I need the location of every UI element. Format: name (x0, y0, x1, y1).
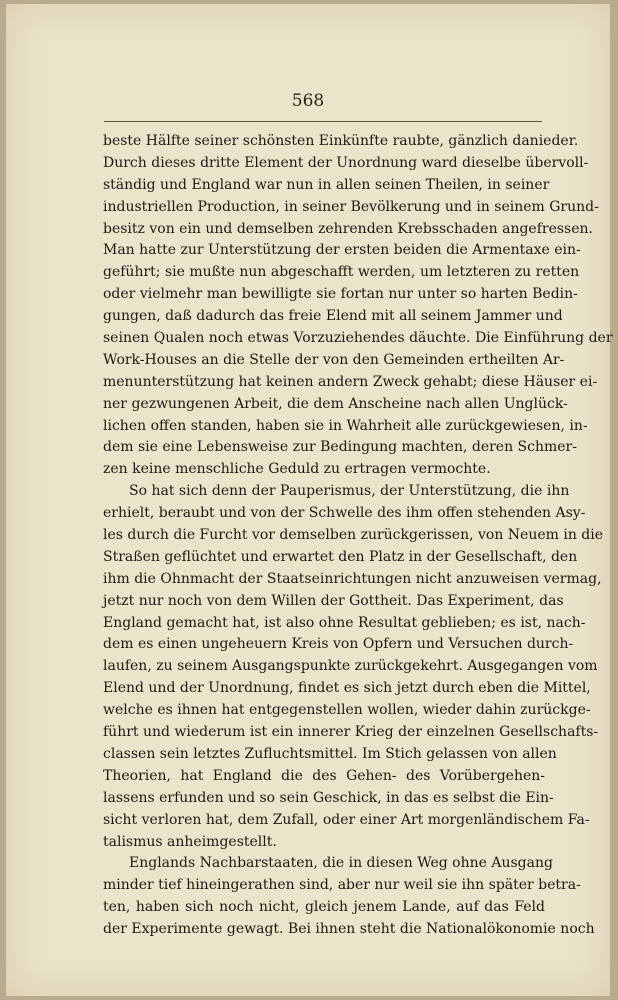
text-line: England gemacht hat, ist also ohne Resultat geblieben; es ist, nach- (103, 614, 586, 631)
text-line: Work-Houses an die Stelle der von den Gemeinden ertheilten Ar- (103, 351, 565, 368)
text-line: gungen, daß dadurch das freie Elend mit all seinem Jammer und (103, 308, 563, 325)
text-line: besitz von ein und demselben zehrenden Krebsschaden angefressen. (103, 220, 593, 237)
text-line: lichen offen standen, haben sie in Wahrheit alle zurückgewiesen, in- (103, 417, 588, 434)
text-line: ständig und England war nun in allen seinen Theilen, in seiner (103, 176, 550, 193)
text-line: les durch die Furcht vor demselben zurückgerissen, von Neuem in die (103, 527, 604, 544)
text-line: Englands Nachbarstaaten, die in diesen Weg ohne Ausgang (129, 855, 553, 872)
text-line: ihm die Ohnmacht der Staatseinrichtungen nicht anzuweisen vermag, (103, 570, 602, 587)
text-line: geführt; sie mußte nun abgeschafft werden, um letzteren zu retten (103, 264, 580, 281)
page-number: 568 (291, 91, 325, 111)
text-line: sicht verloren hat, dem Zufall, oder einer Art morgenländischem Fa- (103, 811, 590, 828)
header-rule (104, 121, 542, 122)
text-line: welche es ihnen hat entgegenstellen wollen, wieder dahin zurückge- (103, 702, 591, 719)
text-line: Straßen geflüchtet und erwartet den Platz in der Gesellschaft, den (103, 548, 578, 565)
body-text (103, 131, 613, 941)
text-line: dem es einen ungeheuern Kreis von Opfern und Versuchen durch- (103, 636, 574, 653)
text-line: zen keine menschliche Geduld zu ertragen vermochte. (103, 461, 491, 478)
text-line: laufen, zu seinem Ausgangspunkte zurückgekehrt. Ausgegangen vom (103, 658, 598, 675)
text-line: minder tief hineingerathen sind, aber nur weil sie ihn später betra- (103, 877, 581, 894)
text-line: Theorien, hat England die des Gehen- des Vorübergehen- (103, 767, 545, 784)
text-line: beste Hälfte seiner schönsten Einkünfte raubte, gänzlich danieder. (103, 133, 579, 149)
text-line: lassens erfunden und so sein Geschick, in das es selbst die Ein- (103, 789, 554, 806)
text-line: Durch dieses dritte Element der Unordnung ward dieselbe übervoll- (103, 154, 589, 171)
text-line: industriellen Production, in seiner Bevölkerung und in seinem Grund- (103, 198, 599, 215)
text-line: ner gezwungenen Arbeit, die dem Anscheine nach allen Unglück- (103, 395, 568, 412)
text-line: So hat sich denn der Pauperismus, der Unterstützung, die ihn (129, 483, 570, 500)
paragraph (103, 853, 595, 941)
paragraph (103, 131, 613, 481)
text-line: menunterstützung hat keinen andern Zweck gehabt; diese Häuser ei- (103, 373, 598, 390)
text-line: dem sie eine Lebensweise zur Bedingung machten, deren Schmer- (103, 439, 577, 456)
text-line: classen sein letztes Zufluchtsmittel. Im Stich gelassen von allen (103, 745, 557, 762)
text-line: erhielt, beraubt und von der Schwelle des ihm offen stehenden Asy- (103, 505, 586, 522)
text-line: Elend und der Unordnung, findet es sich jetzt durch eben die Mittel, (103, 680, 591, 697)
text-line: der Experimente gewagt. Bei ihnen steht die Nationalökonomie noch (103, 921, 595, 938)
text-line: oder vielmehr man bewilligte sie fortan nur unter so harten Bedin- (103, 286, 578, 303)
text-line: talismus anheimgestellt. (103, 833, 277, 850)
text-line: jetzt nur noch von dem Willen der Gottheit. Das Experiment, das (103, 592, 564, 609)
text-line: seinen Qualen noch etwas Vorzuziehendes däuchte. Die Einführung der (103, 330, 613, 347)
text-line: Man hatte zur Unterstützung der ersten beiden die Armentaxe ein- (103, 242, 581, 259)
book-page (6, 4, 613, 996)
text-line: führt und wiederum ist ein innerer Krieg der einzelnen Gesellschafts- (103, 724, 599, 741)
text-line: ten, haben sich noch nicht, gleich jenem Lande, auf das Feld (103, 899, 545, 916)
paragraph (103, 481, 604, 853)
